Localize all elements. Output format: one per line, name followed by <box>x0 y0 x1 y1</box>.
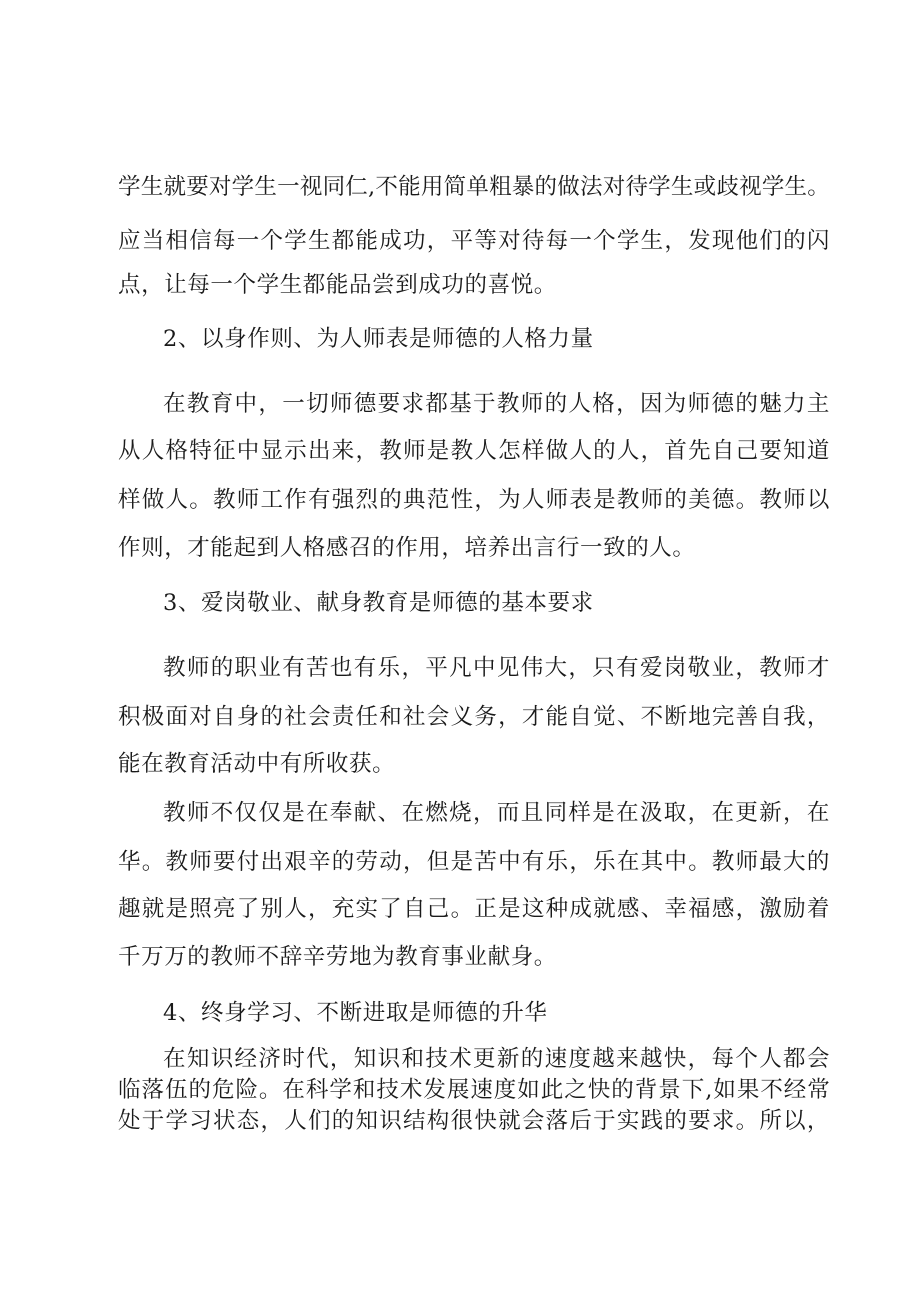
text-line: 在知识经济时代，知识和技术更新的速度越来越快，每个人都会 <box>163 1046 830 1072</box>
text-line: 趣就是照亮了别人，充实了自己。正是这种成就感、幸福感，激励着 <box>118 896 830 922</box>
section-heading: 3、爱岗敬业、献身教育是师德的基本要求 <box>163 590 594 616</box>
text-line: 学生就要对学生一视同仁,不能用简单粗暴的做法对待学生或歧视学生。 <box>118 174 830 200</box>
text-line: 从人格特征中显示出来，教师是教人怎样做人的人，首先自己要知道 <box>118 438 830 464</box>
text-line: 处于学习状态，人们的知识结构很快就会落后于实践的要求。所以， <box>118 1108 830 1134</box>
text-line: 积极面对自身的社会责任和社会义务，才能自觉、不断地完善自我， <box>118 704 830 730</box>
text-line: 作则，才能起到人格感召的作用，培养出言行一致的人。 <box>118 535 696 561</box>
text-line: 应当相信每一个学生都能成功，平等对待每一个学生，发现他们的闪 <box>118 228 830 254</box>
text-line: 临落伍的危险。在科学和技术发展速度如此之快的背景下,如果不经常 <box>118 1077 830 1103</box>
section-heading: 4、终身学习、不断进取是师德的升华 <box>163 1000 548 1026</box>
text-line: 教师不仅仅是在奉献、在燃烧，而且同样是在汲取，在更新，在 <box>163 800 830 826</box>
text-line: 华。教师要付出艰辛的劳动，但是苦中有乐，乐在其中。教师最大的 <box>118 849 830 875</box>
text-line: 点，让每一个学生都能品尝到成功的喜悦。 <box>118 272 557 298</box>
text-line: 能在教育活动中有所收获。 <box>118 751 396 777</box>
section-heading: 2、以身作则、为人师表是师德的人格力量 <box>163 326 594 352</box>
text-line: 在教育中，一切师德要求都基于教师的人格，因为师德的魅力主 <box>163 391 830 417</box>
text-line: 教师的职业有苦也有乐，平凡中见伟大，只有爱岗敬业，教师才 <box>163 655 830 681</box>
text-line: 千万万的教师不辞辛劳地为教育事业献身。 <box>118 944 557 970</box>
text-line: 样做人。教师工作有强烈的典范性，为人师表是教师的美德。教师以 <box>118 487 830 513</box>
